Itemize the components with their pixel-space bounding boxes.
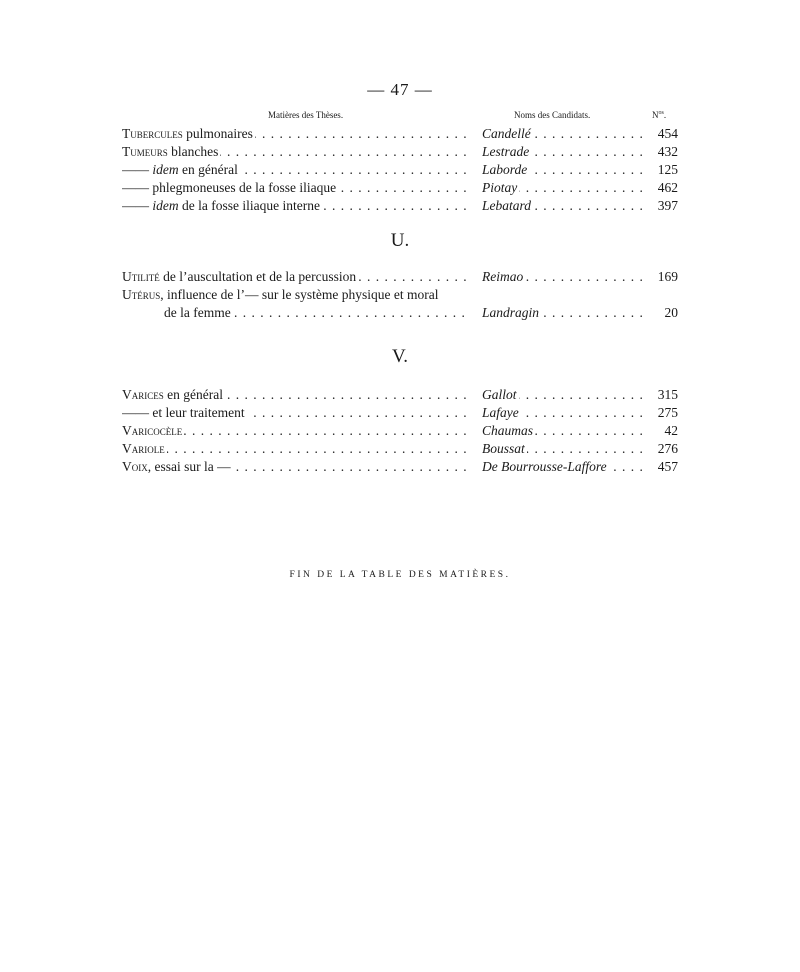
thesis-number: 457 <box>657 459 678 474</box>
thesis-number: 169 <box>657 269 678 284</box>
candidate-cell <box>482 125 642 143</box>
table-row <box>122 440 678 458</box>
column-header-number-sup: os <box>658 110 664 116</box>
candidate-name: De Bourrousse-Laffore <box>482 459 607 474</box>
column-header-candidates: Noms des Candidats. <box>514 110 591 120</box>
candidate-cell <box>482 161 642 179</box>
thesis-number: 42 <box>664 423 678 438</box>
table-row <box>122 125 678 143</box>
thesis-number: 454 <box>657 126 678 141</box>
column-header-subjects: Matières des Thèses. <box>268 110 344 120</box>
candidate-name: Piotay <box>482 180 518 195</box>
candidate-name: Lestrade <box>482 144 530 159</box>
candidate-cell <box>482 440 642 458</box>
subject-cell <box>122 458 466 476</box>
subject-cell <box>122 422 466 440</box>
subject-cell <box>122 143 466 161</box>
thesis-number: 397 <box>657 198 678 213</box>
subject-italic: idem <box>152 198 179 213</box>
subject-text: blanches <box>167 144 219 159</box>
subject-cell <box>122 125 466 143</box>
section-u <box>122 268 678 322</box>
candidate-name: Landragin <box>482 305 540 320</box>
subject-head: Varices <box>122 387 164 402</box>
ditto-dash: —— <box>122 405 149 420</box>
candidate-cell <box>482 197 642 215</box>
candidate-name: Reimao <box>482 269 524 284</box>
candidate-name: Candellé <box>482 126 531 141</box>
table-row <box>122 268 678 286</box>
table-row <box>122 161 678 179</box>
section-t <box>122 125 678 215</box>
subject-text: pulmonaires <box>182 126 253 141</box>
table-row <box>122 458 678 476</box>
candidate-cell <box>482 304 642 322</box>
candidate-name: Gallot <box>482 387 517 402</box>
subject-text: , essai sur la — <box>147 459 231 474</box>
subject-cell <box>122 179 466 197</box>
thesis-number: 125 <box>657 162 678 177</box>
candidate-cell <box>482 143 642 161</box>
table-row <box>122 422 678 440</box>
table-row <box>122 197 678 215</box>
subject-text: de l’auscultation et de la percussion <box>159 269 357 284</box>
subject-cell <box>122 161 466 179</box>
thesis-number: 20 <box>664 305 678 320</box>
candidate-name: Chaumas <box>482 423 534 438</box>
thesis-number: 432 <box>657 144 678 159</box>
subject-text: , influence de l’— sur le système physique et moral <box>160 287 439 302</box>
candidate-name: Lafaye <box>482 405 519 420</box>
section-letter-v: V. <box>391 346 409 367</box>
ditto-dash: —— <box>122 198 149 213</box>
subject-cell <box>122 286 678 304</box>
candidate-cell <box>482 179 642 197</box>
candidate-cell <box>482 422 642 440</box>
ditto-dash: —— <box>122 180 149 195</box>
table-row <box>122 143 678 161</box>
candidate-cell <box>482 386 642 404</box>
subject-head: Voix <box>122 459 148 474</box>
subject-cell <box>122 386 466 404</box>
ditto-dash: —— <box>122 162 149 177</box>
candidate-name: Laborde <box>482 162 528 177</box>
subject-cell <box>122 440 466 458</box>
page-number: — 47 — <box>367 80 433 99</box>
subject-head: Tubercules <box>122 126 183 141</box>
candidate-name: Boussat <box>482 441 525 456</box>
subject-text: en général <box>163 387 223 402</box>
table-row <box>122 286 678 304</box>
candidate-cell <box>482 458 642 476</box>
section-letter-u: U. <box>390 230 410 251</box>
end-of-table-note: FIN DE LA TABLE DES MATIÈRES. <box>289 570 511 580</box>
subject-cell <box>122 197 466 215</box>
subject-text: phlegmoneuses de la fosse iliaque <box>149 180 337 195</box>
subject-cell <box>122 404 466 422</box>
subject-head: Varicocèle <box>122 423 183 438</box>
thesis-number: 462 <box>657 180 678 195</box>
candidate-name: Lebatard <box>482 198 532 213</box>
subject-text: en général <box>178 162 238 177</box>
candidate-cell <box>482 404 642 422</box>
subject-cell <box>164 304 466 322</box>
thesis-number: 276 <box>657 441 678 456</box>
table-row <box>122 179 678 197</box>
subject-text: et leur traitement <box>149 405 245 420</box>
thesis-number: 315 <box>657 387 678 402</box>
thesis-number: 275 <box>657 405 678 420</box>
subject-head: Variole <box>122 441 165 456</box>
subject-head: Utilité <box>122 269 160 284</box>
table-row <box>122 304 678 322</box>
table-row <box>122 386 678 404</box>
table-row <box>122 404 678 422</box>
section-v <box>122 386 678 476</box>
subject-italic: idem <box>152 162 179 177</box>
subject-head: Tumeurs <box>122 144 168 159</box>
subject-text: de la femme <box>164 305 231 320</box>
column-header-number-tail: . <box>663 110 667 120</box>
column-header-number <box>652 110 666 120</box>
subject-head: Utérus <box>122 287 161 302</box>
column-header-number-label: N <box>652 110 659 120</box>
subject-text: de la fosse iliaque interne <box>178 198 320 213</box>
subject-cell <box>122 268 466 286</box>
candidate-cell <box>482 268 642 286</box>
